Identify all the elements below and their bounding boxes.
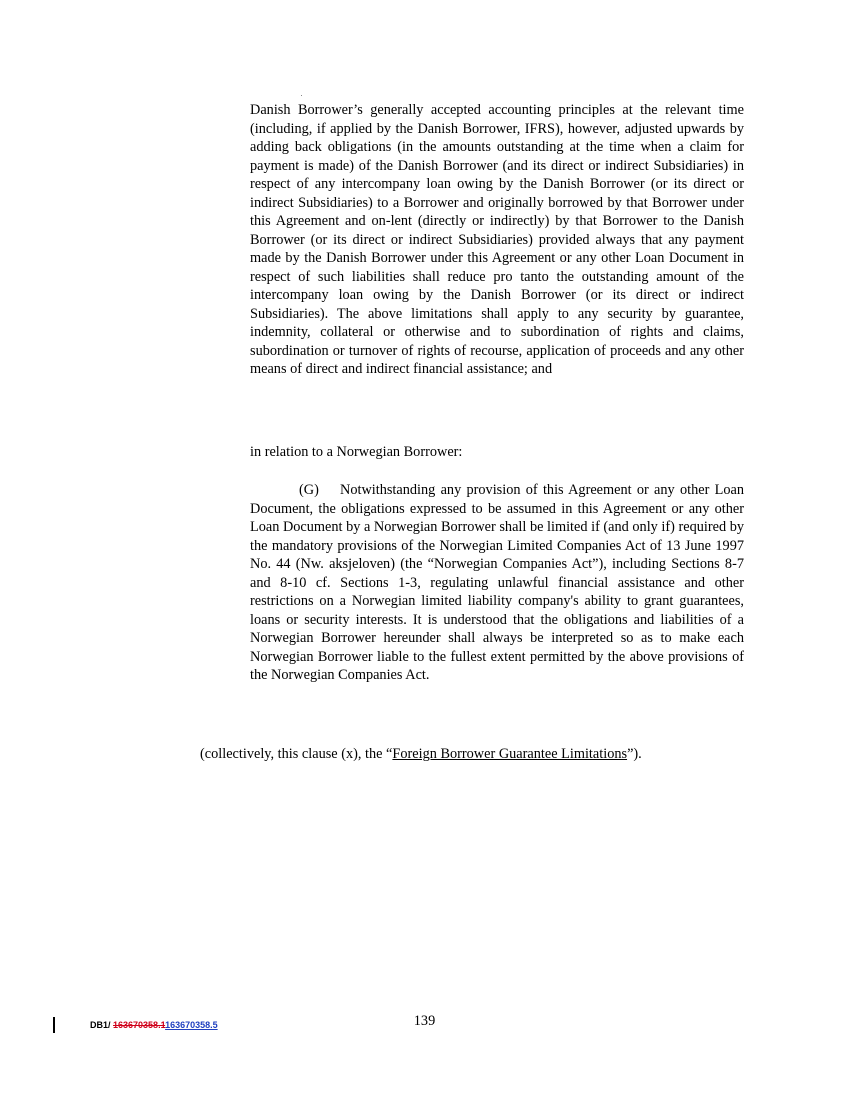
clause-g-paragraph (250, 481, 744, 685)
danish-borrower-paragraph: Danish Borrower’s generally accepted accounting principles at the relevant time (including, if applied by the Danish Borrower, IFRS), however, adjusted upwards by adding back obligations (in the amounts outstanding at the time when a claim for payment is made) of the Danish Borrower (and its direct or indirect Subsidiaries) in respect of any intercompany loan owing by the Danish Borrower (or its direct or indirect Subsidiaries) to a Borrower and originally borrowed by that Borrower under this Agreement and on-lent (directly or indirectly) by that Borrower to the Danish Borrower (or its direct or indirect Subsidiaries) provided always that any payment made by the Danish Borrower under this Agreement or any other Loan Document in respect of such liabilities shall reduce pro tanto the outstanding amount of the intercompany loan owing by the Danish Borrower (or its direct or indirect Subsidiaries). The above limitations shall apply to any security by guarantee, indemnity, collateral or otherwise and to subordination of rights and claims, subordination or turnover of rights of recourse, application of proceeds and any other means of direct and indirect financial assistance; and (250, 102, 744, 377)
collective-definition-paragraph (200, 745, 642, 764)
collective-suffix: ”). (627, 746, 642, 762)
clause-g-text: Notwithstanding any provision of this Agreement or any other Loan Document, the obligations expressed to be assumed in this Agreement or any other Loan Document by a Norwegian Borrower shall be limited if (and only if) required by the mandatory provisions of the Norwegian Limited Companies Act of 13 June 1997 No. 44 (Nw. aksjeloven) (the “Norwegian Companies Act”), including Sections 8-7 and 8-10 cf. Sections 1-3, regulating unlawful financial assistance and other restrictions on a Norwegian limited liability company's ability to grant guarantees, loans or security interests. It is understood that the obligations and liabilities of a Norwegian Borrower hereunder shall always be interpreted so as to make each Norwegian Borrower liable to the fullest extent permitted by the above provisions of the Norwegian Companies Act. (250, 482, 744, 683)
doc-id-prefix: DB1/ (90, 1020, 114, 1030)
defined-term: Foreign Borrower Guarantee Limitations (392, 746, 628, 762)
scan-speck (301, 95, 302, 96)
page-number: 139 (413, 1013, 436, 1029)
collective-prefix: (collectively, this clause (x), the “ (200, 746, 393, 762)
deleted-doc-id: 163670358.1 (113, 1020, 166, 1030)
norwegian-borrower-intro: in relation to a Norwegian Borrower: (250, 444, 463, 460)
clause-g-label: (G) (299, 482, 319, 498)
inserted-doc-id: 163670358.5 (165, 1020, 218, 1030)
